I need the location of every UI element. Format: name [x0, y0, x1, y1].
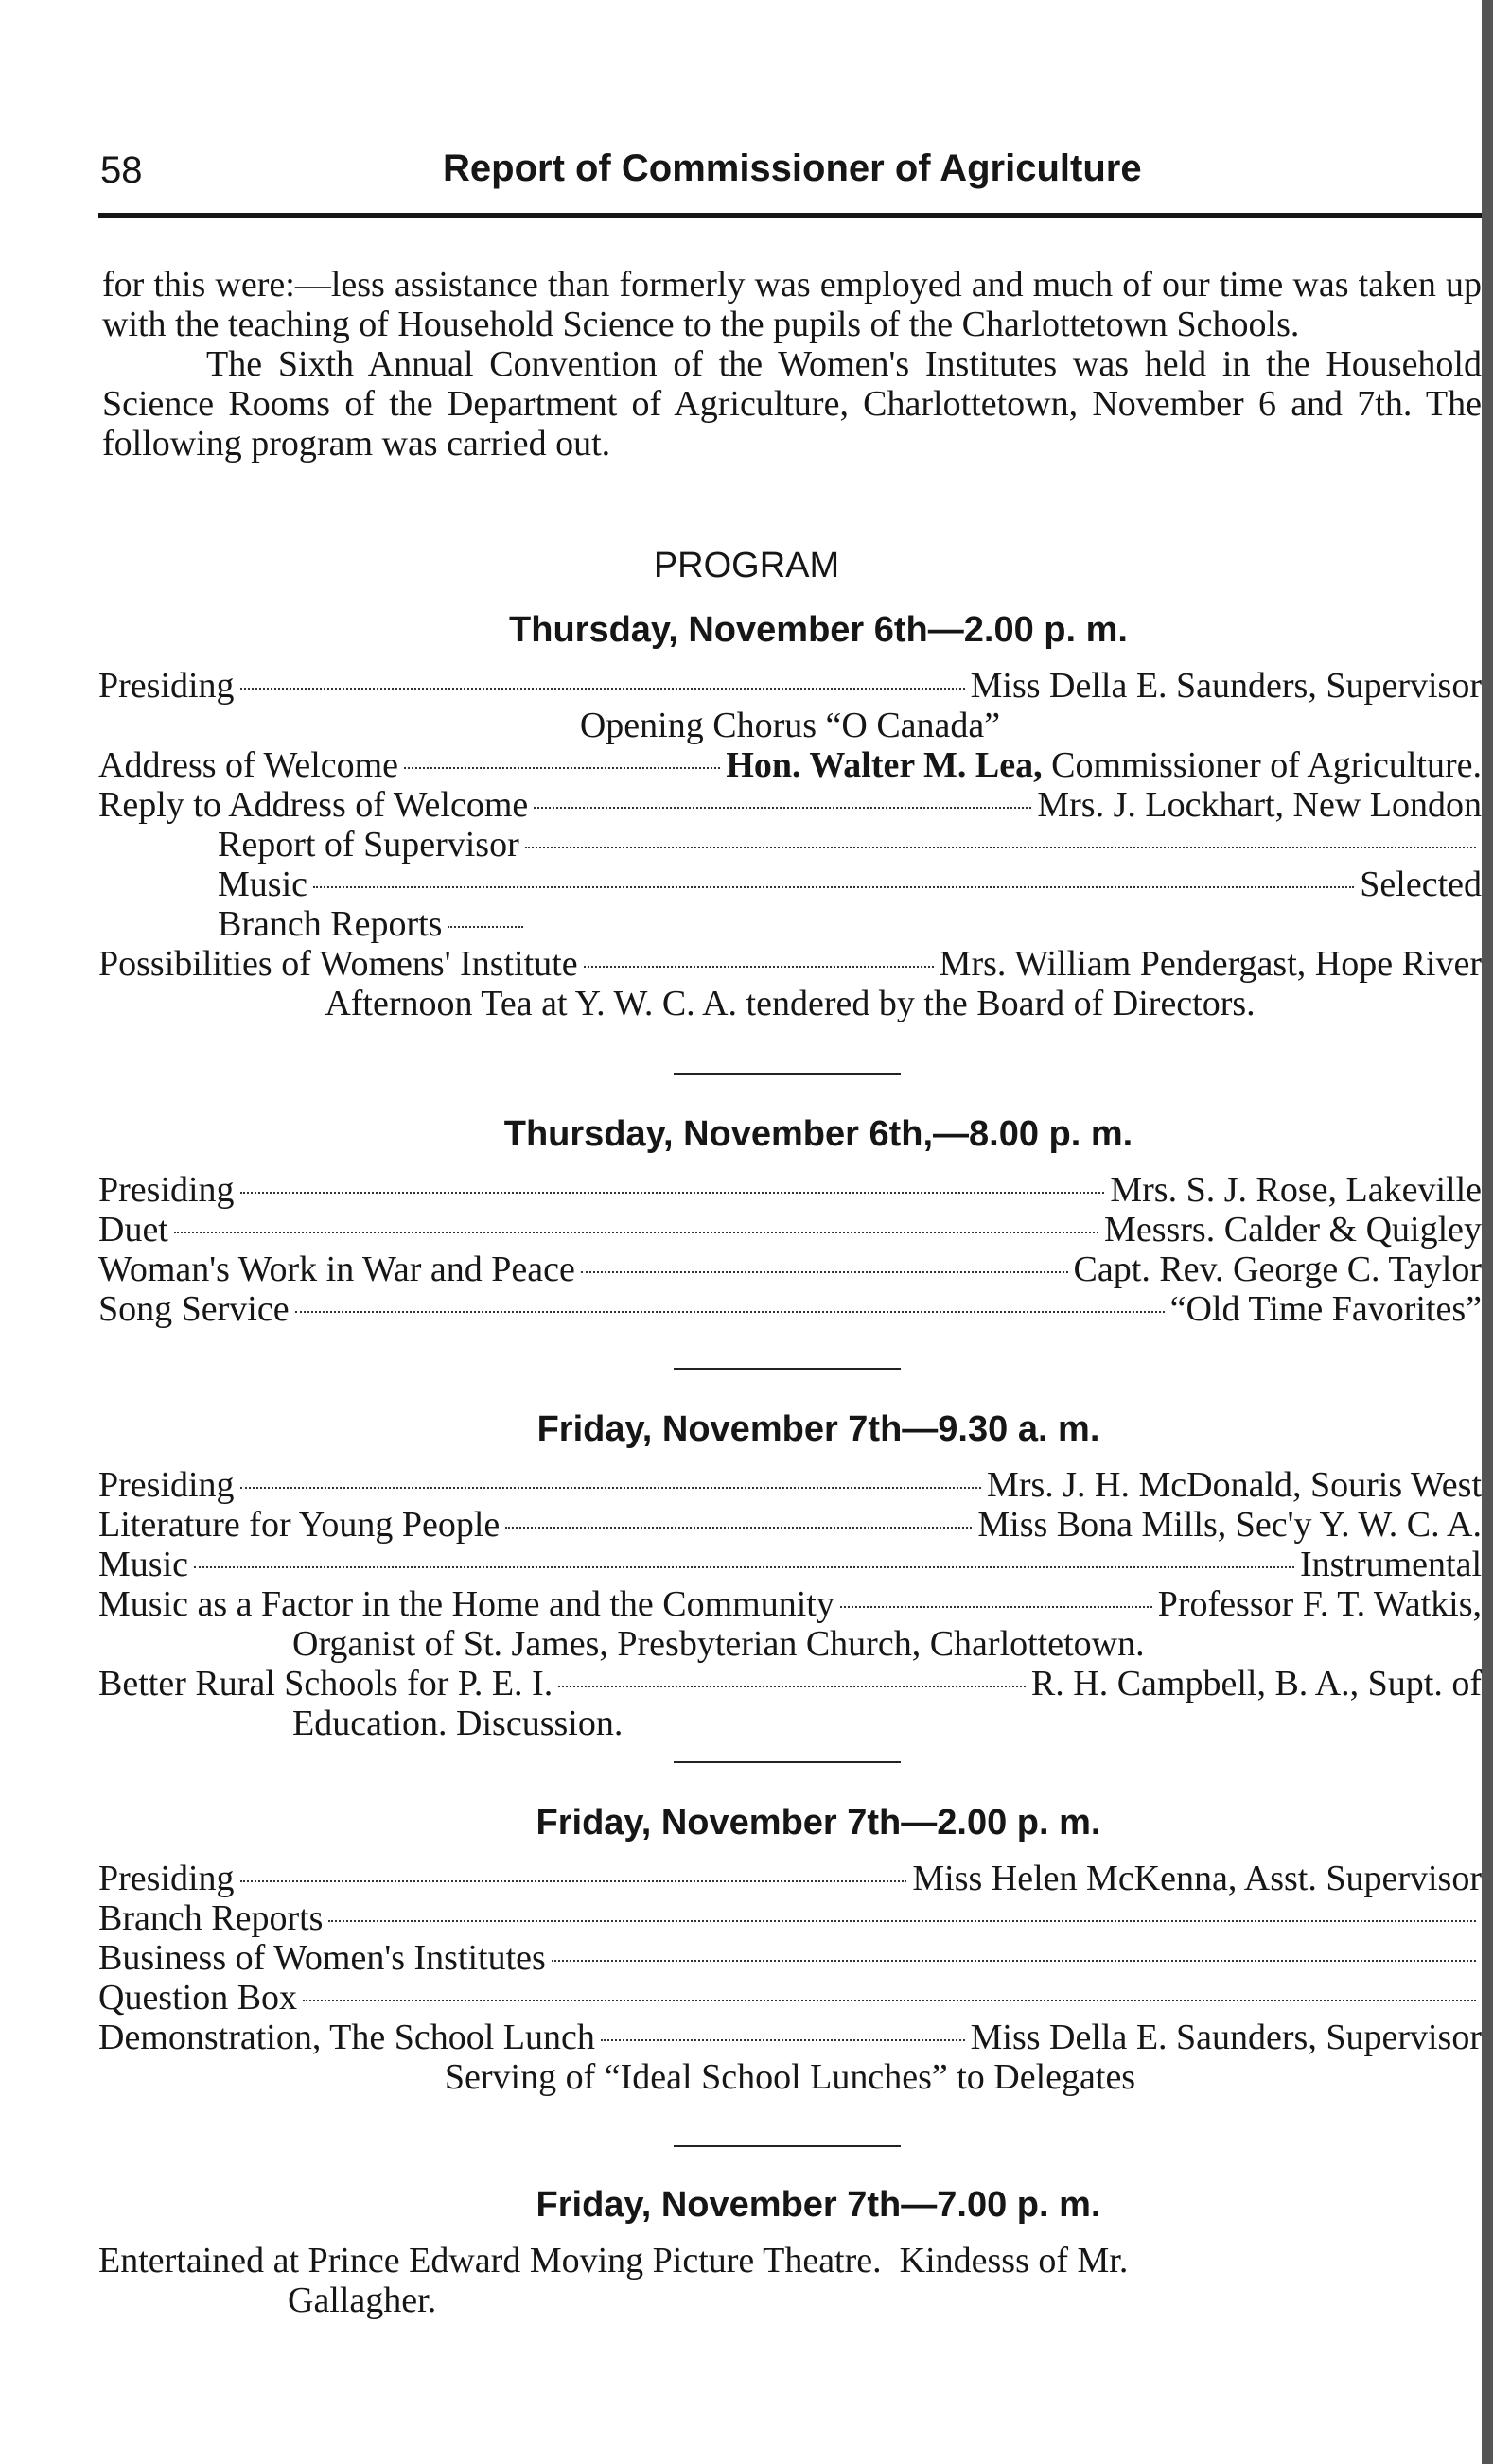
row-label: Demonstration, The School Lunch — [98, 2018, 595, 2057]
row-label: Address of Welcome — [98, 745, 399, 785]
leader-dots — [313, 886, 1354, 888]
row-value: Selected — [1360, 865, 1482, 904]
row-label: Presiding — [98, 1859, 235, 1898]
evening-text-line-2: Gallagher. — [288, 2281, 437, 2320]
program-row — [98, 2018, 1482, 2057]
row-label: Presiding — [98, 1170, 235, 1210]
session-friday-afternoon — [98, 1803, 1482, 2097]
leader-dots — [448, 926, 523, 928]
leader-dots — [505, 1527, 972, 1529]
program-heading: PROGRAM — [653, 546, 840, 585]
session-thursday-evening — [98, 1114, 1482, 1329]
row-label: Branch Reports — [98, 1898, 324, 1938]
row-value: Mrs. J. Lockhart, New London — [1037, 785, 1482, 825]
program-row — [98, 1664, 1482, 1704]
session-friday-morning — [98, 1409, 1482, 1743]
leader-dots — [525, 847, 1476, 848]
page-edge-shadow — [1482, 0, 1493, 2464]
speaker-title: Commissioner of Agriculture. — [1042, 745, 1482, 785]
row-value: Miss Della E. Saunders, Supervisor — [970, 666, 1482, 706]
row-label: Better Rural Schools for P. E. I. — [98, 1664, 553, 1704]
program-row — [98, 1289, 1482, 1329]
row-label: Possibilities of Womens' Institute — [98, 944, 578, 984]
intro-paragraph-1: for this were:—less assistance than formerly was employed and much of our time was taken up with the teaching of Household Science to the pupils of the Charlottetown Schools. — [102, 265, 1482, 344]
session-title: Friday, November 7th—9.30 a. m. — [536, 1409, 1100, 1449]
program-row — [98, 1859, 1482, 1898]
section-divider — [674, 1368, 901, 1370]
row-value: Miss Bona Mills, Sec'y Y. W. C. A. — [977, 1505, 1482, 1545]
running-title: Report of Commissioner of Agriculture — [443, 148, 1142, 189]
row-label: Song Service — [98, 1289, 290, 1329]
program-row — [98, 1210, 1482, 1249]
row-value: Mrs. William Pendergast, Hope River — [939, 944, 1482, 984]
row-label: Presiding — [98, 1465, 235, 1505]
continuation-line: Organist of St. James, Presbyterian Church, Charlottetown. — [292, 1624, 1145, 1664]
program-row — [98, 1545, 1482, 1584]
leader-dots — [194, 1566, 1294, 1568]
centered-line: Serving of “Ideal School Lunches” to Delegates — [444, 2057, 1136, 2097]
leader-dots — [558, 1686, 1026, 1687]
centered-line: Opening Chorus “O Canada” — [579, 706, 1001, 745]
leader-dots — [584, 966, 934, 968]
program-row — [98, 1584, 1482, 1624]
header-rule — [98, 213, 1482, 218]
session-friday-evening — [98, 2185, 1482, 2320]
program-row — [98, 944, 1482, 984]
page-number: 58 — [100, 149, 143, 191]
continuation-line: Education. Discussion. — [292, 1704, 624, 1743]
row-value: Instrumental — [1299, 1545, 1482, 1584]
evening-text-line-1: Entertained at Prince Edward Moving Picture Theatre. Kindesss of Mr. — [98, 2241, 1129, 2281]
row-value: Capt. Rev. George C. Taylor — [1073, 1249, 1482, 1289]
leader-dots — [552, 1960, 1476, 1962]
program-row — [98, 785, 1482, 825]
centered-line: Afternoon Tea at Y. W. C. A. tendered by the Board of Directors. — [325, 984, 1256, 1023]
program-row — [98, 1938, 1482, 1978]
leader-dots — [581, 1271, 1068, 1273]
leader-dots — [328, 1920, 1476, 1922]
section-divider — [674, 1073, 901, 1075]
session-title: Friday, November 7th—7.00 p. m. — [536, 2185, 1101, 2225]
row-label: Woman's Work in War and Peace — [98, 1249, 575, 1289]
leader-dots — [240, 688, 965, 690]
session-title: Thursday, November 6th,—8.00 p. m. — [503, 1114, 1133, 1154]
leader-dots — [295, 1311, 1165, 1313]
row-label: Report of Supervisor — [218, 825, 519, 865]
leader-dots — [174, 1232, 1098, 1233]
leader-dots — [240, 1487, 981, 1489]
program-row — [98, 745, 1482, 785]
row-label: Literature for Young People — [98, 1505, 501, 1545]
row-value: Mrs. J. H. McDonald, Souris West — [987, 1465, 1482, 1505]
row-value: Professor F. T. Watkis, — [1157, 1584, 1482, 1624]
row-value: “Old Time Favorites” — [1169, 1289, 1482, 1329]
row-value: Miss Della E. Saunders, Supervisor — [970, 2018, 1482, 2057]
row-value — [726, 745, 1482, 785]
row-value: R. H. Campbell, B. A., Supt. of — [1030, 1664, 1482, 1704]
row-label: Business of Women's Institutes — [98, 1938, 546, 1978]
program-row — [98, 825, 1482, 865]
section-divider — [674, 2145, 901, 2147]
leader-dots — [534, 807, 1031, 809]
program-row — [98, 666, 1482, 706]
leader-dots — [240, 1880, 907, 1882]
intro-paragraph-2: The Sixth Annual Convention of the Women's Institutes was held in the Household Science Rooms of the Department of Agriculture, Charlottetown, November 6 and 7th. The following program was carried out. — [102, 344, 1482, 463]
leader-dots — [303, 2000, 1476, 2001]
session-thursday-afternoon — [98, 610, 1482, 1023]
program-row — [98, 1505, 1482, 1545]
leader-dots — [840, 1606, 1152, 1608]
program-row — [98, 904, 1482, 944]
program-row — [98, 1249, 1482, 1289]
row-value: Messrs. Calder & Quigley — [1104, 1210, 1482, 1249]
row-label: Music — [98, 1545, 188, 1584]
row-label: Duet — [98, 1210, 168, 1249]
page-header — [100, 142, 1482, 199]
section-divider — [674, 1761, 901, 1763]
leader-dots — [240, 1192, 1105, 1194]
intro-text — [102, 265, 1482, 463]
row-label: Music as a Factor in the Home and the Community — [98, 1584, 834, 1624]
speaker-name: Hon. Walter M. Lea, — [726, 745, 1043, 785]
row-label: Branch Reports — [218, 904, 443, 944]
row-label: Reply to Address of Welcome — [98, 785, 529, 825]
program-row — [98, 865, 1482, 904]
program-row — [98, 1170, 1482, 1210]
row-label: Presiding — [98, 666, 235, 706]
program-row — [98, 1898, 1482, 1938]
row-label: Music — [218, 865, 307, 904]
session-title: Friday, November 7th—2.00 p. m. — [536, 1803, 1101, 1843]
session-title: Thursday, November 6th—2.00 p. m. — [509, 610, 1128, 650]
row-value: Mrs. S. J. Rose, Lakeville — [1110, 1170, 1482, 1210]
leader-dots — [601, 2039, 965, 2041]
row-label: Question Box — [98, 1978, 298, 2018]
leader-dots — [404, 767, 720, 769]
program-row — [98, 1465, 1482, 1505]
row-value: Miss Helen McKenna, Asst. Supervisor — [912, 1859, 1482, 1898]
program-row — [98, 1978, 1482, 2018]
